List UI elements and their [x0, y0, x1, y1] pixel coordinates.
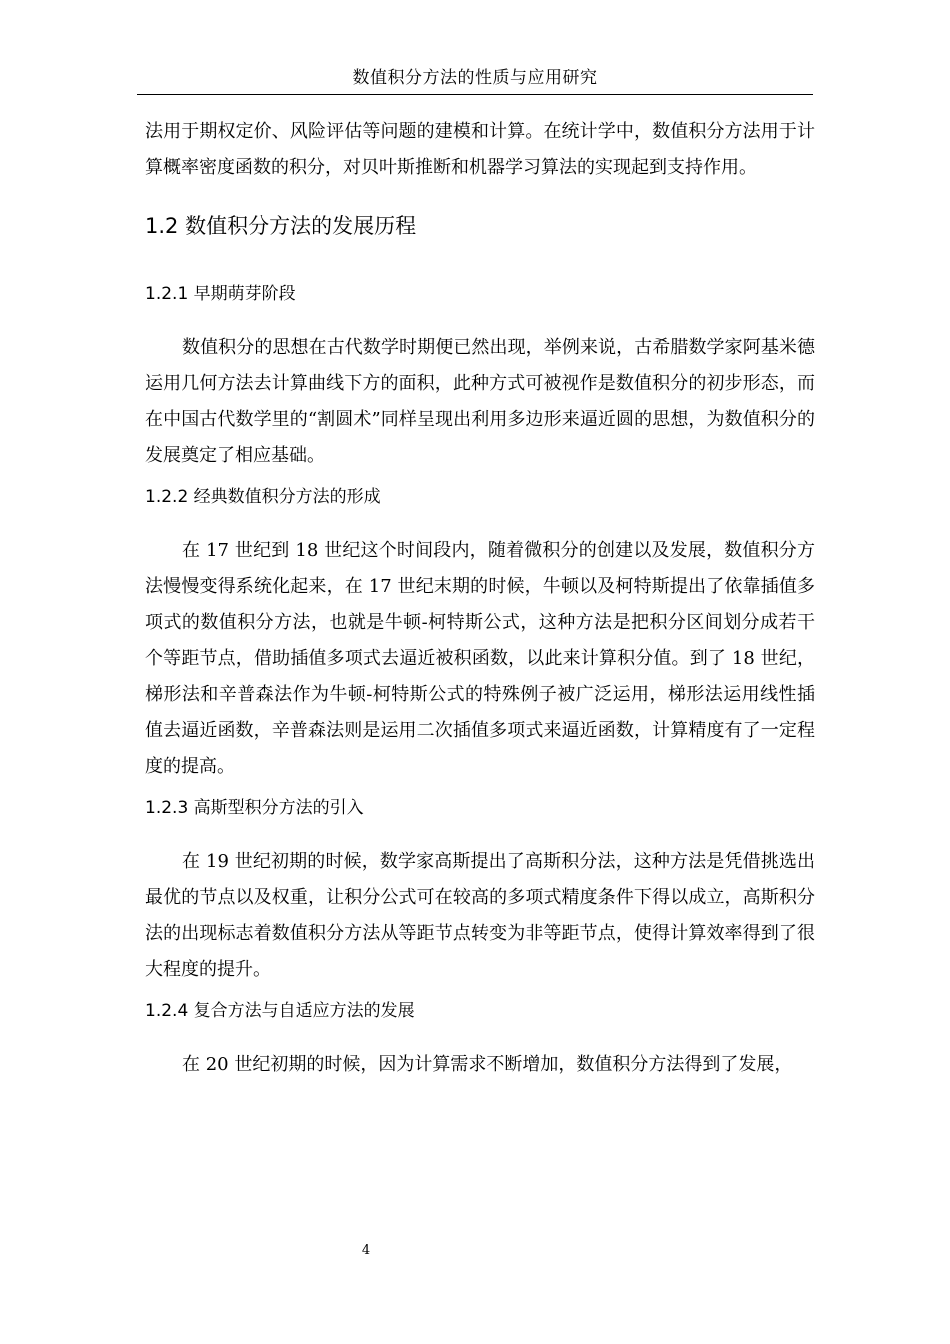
intro-paragraph: 法用于期权定价、风险评估等问题的建模和计算。在统计学中，数值积分方法用于计算概率密度函数的积分，对贝叶斯推断和机器学习算法的实现起到支持作用。 [145, 121, 815, 178]
paragraph-1-2-3: 在 19 世纪初期的时候，数学家高斯提出了高斯积分法，这种方法是凭借挑选出最优的节点以及权重，让积分公式可在较高的多项式精度条件下得以成立，高斯积分法的出现标志着数值积分方法从等距节点转变为非等距节点，使得计算效率得到了很大程度的提升。 [145, 851, 815, 980]
subsection-heading-1-2-3: 1.2.3 高斯型积分方法的引入 [145, 798, 364, 818]
subsection-heading-1-2-4: 1.2.4 复合方法与自适应方法的发展 [145, 1001, 415, 1021]
running-header: 数值积分方法的性质与应用研究 [352, 68, 598, 88]
subsection-heading-1-2-2: 1.2.2 经典数值积分方法的形成 [145, 487, 381, 507]
paragraph-1-2-2: 在 17 世纪到 18 世纪这个时间段内，随着微积分的创建以及发展，数值积分方法慢慢变得系统化起来，在 17 世纪末期的时候，牛顿以及柯特斯提出了依靠插值多项式的数值积分方法，也就是牛顿-柯特斯公式，这种方法是把积分区间划分成若干个等距节点，借助插值多项式去逼近被积函数，以此来计算积分值。到了 18 世纪，梯形法和辛普森法作为牛顿-柯特斯公式的特殊例子被广泛运用，梯形法运用线性插值去逼近函数，辛普森法则是运用二次插值多项式来逼近函数，计算精度有了一定程度的提高。 [145, 540, 815, 777]
header-rule [137, 94, 813, 95]
paragraph-1-2-1: 数值积分的思想在古代数学时期便已然出现，举例来说，古希腊数学家阿基米德运用几何方法去计算曲线下方的面积，此种方式可被视作是数值积分的初步形态，而在中国古代数学里的“割圆术”同样呈现出利用多边形来逼近圆的思想，为数值积分的发展奠定了相应基础。 [145, 337, 815, 466]
section-heading: 1.2 数值积分方法的发展历程 [145, 214, 417, 238]
page-content [145, 114, 815, 1083]
subsection-heading-1-2-1: 1.2.1 早期萌芽阶段 [145, 284, 296, 304]
page-number: 4 [361, 1243, 371, 1258]
paragraph-1-2-4: 在 20 世纪初期的时候，因为计算需求不断增加，数值积分方法得到了发展， [182, 1054, 793, 1075]
